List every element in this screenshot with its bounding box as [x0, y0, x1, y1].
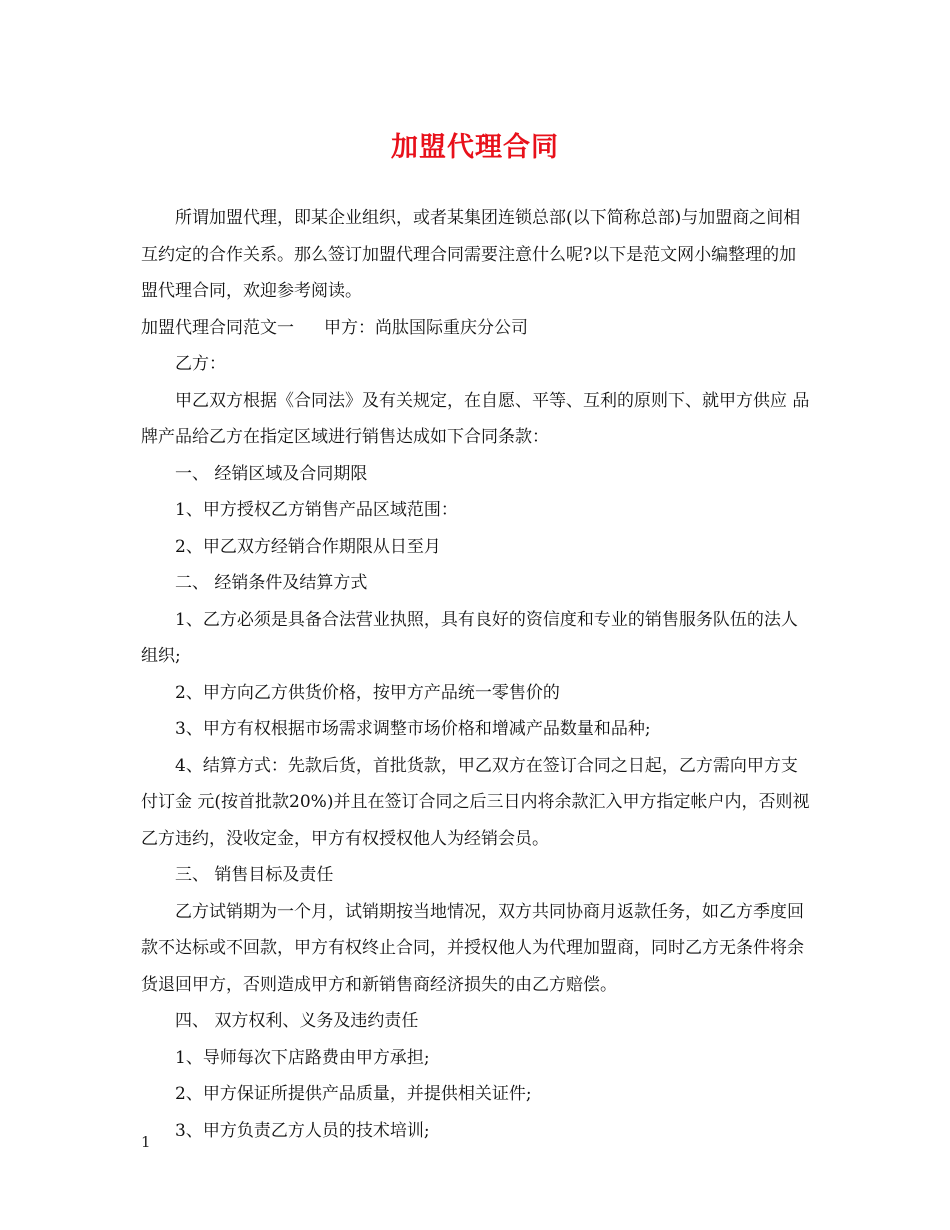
clause-1-1: 1、甲方授权乙方销售产品区域范围：	[175, 500, 458, 520]
page-number: 1	[141, 1133, 151, 1151]
paragraph-preamble: 甲乙双方根据《合同法》及有关规定，在自愿、平等、互利的原则下、就甲方供应 品牌产品给乙方在指定区域进行销售达成如下合同条款：	[141, 390, 810, 447]
sample-title: 加盟代理合同范文一	[141, 317, 294, 338]
clause-2-4: 4、结算方式：先款后货，首批货款，甲乙双方在签订合同之日起，乙方需向甲方支付订金 元(按首批款20%)并且在签订合同之后三日内将余款汇入甲方指定帐户内，否则视乙方违约，没收定金，甲方有权授权他人为经销会员。	[141, 755, 810, 849]
section-heading-2: 二、 经销条件及结算方式	[175, 573, 368, 593]
clause-3-1: 乙方试销期为一个月，试销期按当地情况，双方共同协商月返款任务，如乙方季度回款不达标或不回款，甲方有权终止合同，并授权他人为代理加盟商，同时乙方无条件将余货退回甲方，否则造成甲方和新销售商经济损失的由乙方赔偿。	[141, 901, 804, 995]
clause-4-1: 1、导师每次下店路费由甲方承担;	[175, 1047, 430, 1068]
party-a: 甲方：尚肽国际重庆分公司	[324, 317, 528, 338]
section-heading-4: 四、 双方权利、义务及违约责任	[175, 1011, 419, 1031]
clause-4-2: 2、甲方保证所提供产品质量，并提供相关证件;	[175, 1084, 532, 1104]
section-heading-3: 三、 销售目标及责任	[175, 865, 334, 885]
party-b: 乙方：	[175, 354, 226, 374]
clause-4-3: 3、甲方负责乙方人员的技术培训;	[175, 1120, 430, 1141]
clause-2-2: 2、甲方向乙方供货价格，按甲方产品统一零售价的	[175, 682, 560, 703]
document-body	[141, 200, 811, 1149]
document-title: 加盟代理合同	[391, 132, 559, 163]
clause-1-2: 2、甲乙双方经销合作期限从日至月	[175, 536, 441, 557]
section-heading-1: 一、 经销区域及合同期限	[175, 463, 368, 484]
clause-2-1: 1、乙方必须是具备合法营业执照，具有良好的资信度和专业的销售服务队伍的法人组织;	[141, 609, 798, 666]
paragraph-intro: 所谓加盟代理，即某企业组织，或者某集团连锁总部(以下简称总部)与加盟商之间相互约定的合作关系。那么签订加盟代理合同需要注意什么呢?以下是范文网小编整理的加盟代理合同，欢迎参考阅读。	[141, 208, 801, 301]
paragraph-sample-heading	[141, 310, 811, 347]
clause-2-3: 3、甲方有权根据市场需求调整市场价格和增减产品数量和品种;	[175, 719, 651, 739]
